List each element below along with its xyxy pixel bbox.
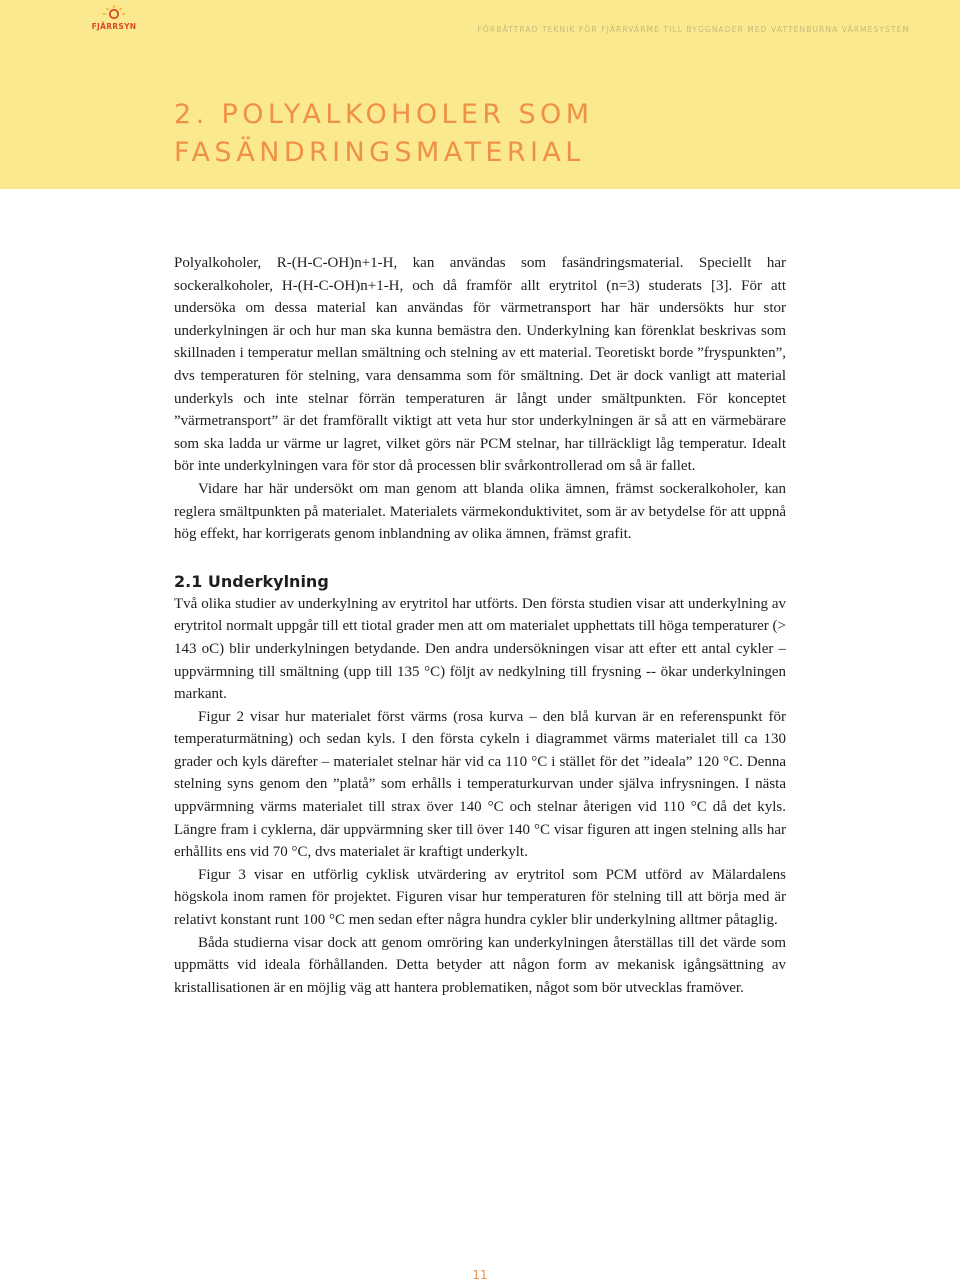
section-paragraph: Figur 3 visar en utförlig cyklisk utvärdering av erytritol som PCM utförd av Mälardalens högskola inom ramen för projektet. Figuren visar hur temperaturen för stelning till att börja med är relativt konstant runt 100 °C men sedan efter några hundra cykler blir underkylning alltmer påtaglig. — [174, 866, 786, 929]
section-heading: 2.1 Underkylning — [174, 571, 329, 591]
sun-icon — [100, 4, 128, 22]
logo-text: FJÄRRSYN — [91, 22, 137, 31]
page-number: 11 — [472, 1268, 488, 1282]
body-paragraph: Vidare har här undersökt om man genom att blanda olika ämnen, främst sockeralkoholer, kan reglera smältpunkten på materialet. Materialets värmekonduktivitet, som är av betydelse för att uppnå hög effekt, har korrigerats genom inblandning av olika ämnen, främst grafit. — [174, 480, 786, 543]
chapter-title-line-2: FASÄNDRINGSMATERIAL — [174, 137, 585, 168]
chapter-title-line-1: 2. POLYALKOHOLER SOM — [174, 99, 594, 130]
section-paragraph: Båda studierna visar dock att genom omröring kan underkylningen återställas till det värde som uppmätts vid ideala förhållanden. Detta betyder att någon form av mekanisk igångsättning av kristallisationen är en möjlig väg att hantera problematiken, något som bör utvecklas framöver. — [174, 934, 786, 996]
chapter-title — [174, 96, 593, 172]
fjarrsyn-logo — [84, 4, 144, 38]
body-paragraph: Polyalkoholer, R-(H-C-OH)n+1-H, kan användas som fasändringsmaterial. Speciellt har sockeralkoholer, H-(H-C-OH)n+1-H, och då framför allt erytritol (n=3) studerats [3]. För att undersöka om dessa material kan användas för värmetransport har här undersökts hur stor underkylningen är och hur man ska kunna bemästra den. Underkylning kan förenklat beskrivas som skillnaden i temperatur mellan smältning och stelning av ett material. Teoretiskt borde ”fryspunkten”, dvs temperaturen för stelning, vara densamma som för smältning. Det är dock vanligt att material underkyls och inte stelnar förrän temperaturen är långt under smältpunkten. För konceptet ”värmetransport” är det framförallt viktigt att veta hur stor underkylningen är så att en värmebärare som ska ladda ur värme ur lagret, vilket görs när PCM stelnar, har tillräckligt låg temperatur. Idealt bör inte underkylningen vara för stor då processen blir svårkontrollerad om så är fallet. — [174, 255, 786, 475]
body-content — [174, 252, 786, 999]
running-head: FÖRBÄTTRAD TEKNIK FÖR FJÄRRVÄRME TILL BYGGNADER MED VATTENBURNA VÄRMESYSTEM — [477, 25, 910, 34]
section-paragraph: Figur 2 visar hur materialet först värms (rosa kurva – den blå kurvan är en referenspunkt för temperaturmätning) och sedan kyls. I den första cykeln i diagrammet värms materialet till ca 130 grader och kyls därefter – materialet stelnar här vid ca 110 °C i stället för det ”ideala” 120 °C. Denna stelning syns genom den ”platå” som erhålls i temperaturkurvan under själva infrysningen. I nästa uppvärmning värms materialet till strax över 140 °C och stelnar återigen vid 110 °C då det kyls. Längre fram i cyklerna, där uppvärmning sker till över 140 °C visar figuren att ingen stelning alls har erhållits ens vid 70 °C, dvs materialet är kraftigt underkylt. — [174, 708, 786, 861]
section-paragraph: Två olika studier av underkylning av erytritol har utförts. Den första studien visar att underkylning av erytritol normalt uppgår till ett tiotal grader men att om materialet upphettats till höga temperaturer (> 143 oC) blir underkylningen betydande. Den andra undersökningen visar att efter ett antal cykler – uppvärmning till smältning (upp till 135 °C) följt av nedkylning till frysning -- ökar underkylningen markant. — [174, 595, 786, 703]
